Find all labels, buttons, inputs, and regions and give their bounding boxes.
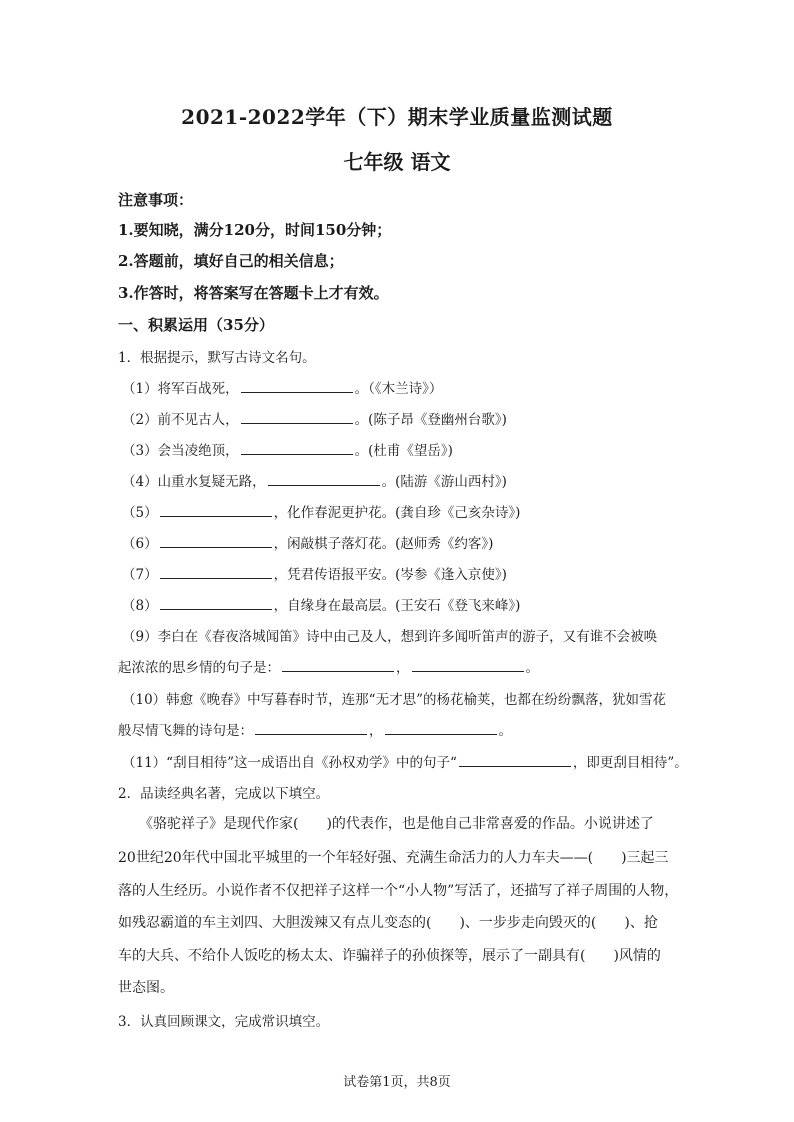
item-text: ，即更刮目相待”。: [572, 755, 688, 771]
item-source: ，自缘身在最高层。(王安石《登飞来峰》): [273, 598, 521, 614]
question-3-prompt: 3．认真回顾课文，完成常识填空。: [118, 1014, 330, 1030]
question-item-9-line: （9）李白在《春夜洛城闻笛》诗中由己及人，想到许多闻听笛声的游子，又有谁不会被唤: [122, 629, 658, 645]
question-1-prompt: 1．根据提示，默写古诗文名句。: [118, 350, 316, 366]
answer-blank: [160, 597, 272, 610]
text: )、一步步走向毁灭的(: [459, 915, 597, 931]
exam-subtitle: 七年级 语文: [343, 150, 451, 174]
text: )的代表作，也是他自己非常喜爱的作品。小说讲述了: [326, 816, 654, 832]
paragraph-line: 世态图。: [118, 980, 174, 996]
question-item: [122, 563, 507, 583]
item-source: ，凭君传语报平安。(岑参《逢入京使》): [273, 567, 507, 583]
item-source: 。(陆游《游山西村》): [381, 474, 507, 490]
answer-blank: [241, 380, 353, 393]
question-item: [122, 377, 442, 397]
answer-blank: [241, 411, 353, 424]
page-footer: 试卷第1页，共8页: [343, 1075, 451, 1090]
item-text: （7）: [122, 567, 158, 583]
item-source: ，化作春泥更护花。(龚自珍《己亥杂诗》): [273, 505, 521, 521]
answer-blank: [282, 659, 394, 672]
text: )风情的: [613, 948, 661, 964]
text: )三起三: [621, 850, 669, 866]
question-item: [122, 501, 520, 521]
paragraph-line: [118, 847, 683, 867]
answer-blank: [459, 754, 571, 767]
notice-item: 3.作答时，将答案写在答题卡上才有效。: [118, 284, 389, 302]
item-text: （3）会当凌绝顶，: [122, 443, 239, 459]
text: 如残忍霸道的车主刘四、大胆泼辣又有点儿变态的(: [118, 915, 432, 931]
item-text: （5）: [122, 505, 158, 521]
question-item-9-answer-line: [118, 656, 539, 676]
answer-blank: [160, 504, 272, 517]
paragraph-line: [118, 912, 683, 932]
section-heading: 一、积累运用（35分）: [118, 316, 274, 334]
paragraph-line: [118, 945, 683, 965]
item-source: 。(陈子昂《登幽州台歌》): [354, 412, 507, 428]
item-text: （2）前不见古人，: [122, 412, 239, 428]
item-text: 起浓浓的思乡情的句子是：: [118, 660, 280, 676]
answer-blank: [385, 722, 497, 735]
question-item-11: [122, 751, 688, 771]
text: )、抢: [624, 915, 658, 931]
answer-blank: [160, 566, 272, 579]
item-text: （6）: [122, 536, 158, 552]
separator: ，: [396, 660, 410, 676]
paragraph-line: [118, 813, 683, 833]
item-source: 。(杜甫《望岳》): [354, 443, 453, 459]
question-item-10-answer-line: [118, 719, 512, 739]
question-item: [122, 439, 453, 459]
notice-heading: 注意事项：: [118, 191, 194, 209]
question-item-10-line: （10）韩愈《晚春》中写暮春时节，连那“无才思”的杨花榆荚，也都在纷纷飘落，犹如雪花: [122, 692, 666, 708]
text: 车的大兵、不给仆人饭吃的杨太太、诈骗祥子的孙侦探等，展示了一副具有(: [118, 948, 586, 964]
text: 《骆驼祥子》是现代作家(: [118, 816, 299, 832]
notice-item: 2.答题前，填好自己的相关信息；: [118, 252, 344, 270]
answer-blank: [241, 442, 353, 455]
item-text: （11）“刮目相待”这一成语出自《孙权劝学》中的句子“: [122, 755, 457, 771]
end-mark: 。: [498, 723, 512, 739]
separator: ，: [369, 723, 383, 739]
question-2-prompt: 2．品读经典名著，完成以下填空。: [118, 786, 330, 802]
end-mark: 。: [525, 660, 539, 676]
answer-blank: [268, 473, 380, 486]
answer-blank: [255, 722, 367, 735]
item-text: （4）山重水复疑无路，: [122, 474, 266, 490]
item-text: 般尽情飞舞的诗句是：: [118, 723, 253, 739]
question-item: [122, 470, 507, 490]
item-source: ，闲敲棋子落灯花。(赵师秀《约客》): [273, 536, 494, 552]
exam-title: 2021-2022学年（下）期末学业质量监测试题: [181, 105, 613, 129]
item-source: 。（《木兰诗》）: [354, 381, 443, 397]
answer-blank: [160, 535, 272, 548]
item-text: （8）: [122, 598, 158, 614]
notice-item: 1.要知晓，满分120分，时间150分钟；: [118, 221, 392, 239]
answer-blank: [412, 659, 524, 672]
question-item: [122, 532, 493, 552]
paragraph-line: 落的人生经历。小说作者不仅把祥子这样一个“小人物”写活了，还描写了祥子周围的人物，: [118, 883, 679, 899]
text: 20世纪20年代中国北平城里的一个年轻好强、充满生命活力的人力车夫——(: [118, 850, 594, 866]
question-item: [122, 594, 520, 614]
question-item: [122, 408, 507, 428]
item-text: （1）将军百战死，: [122, 381, 239, 397]
